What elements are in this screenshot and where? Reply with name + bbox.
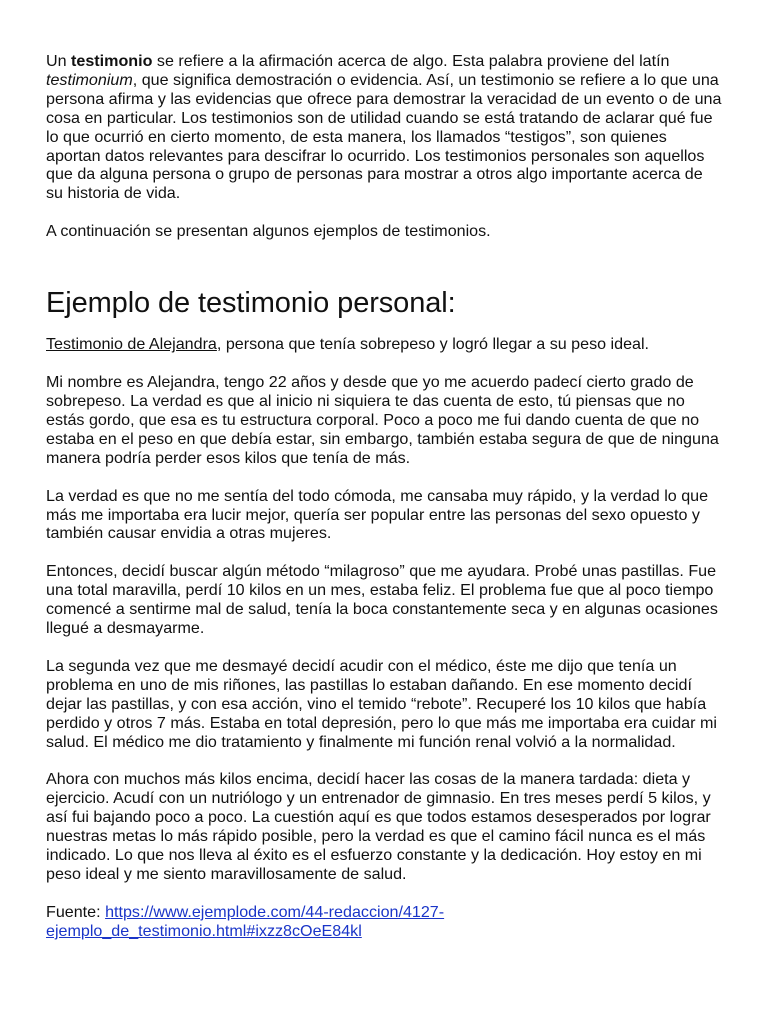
source-link[interactable] — [46, 903, 444, 940]
intro-paragraph-2: A continuación se presentan algunos ejemplos de testimonios. — [46, 222, 491, 241]
section-heading: Ejemplo de testimonio personal: — [46, 287, 456, 320]
intro-lead-text: Un — [46, 52, 72, 70]
source-line — [46, 903, 724, 941]
testimony-paragraph-5: Ahora con muchos más kilos encima, decidí hacer las cosas de la manera tardada: dieta y ejercicio. Acudí con un nutriólogo y un entrenador de gimnasio. En tres meses perdí 5 kilos, y así fui bajando poco a poco. La cuestión aquí es que todos estamos desesperados por lograr nuestras metas lo más rápido posible, pero la verdad es que el camino fácil nunca es el más indicado. Lo que nos lleva al éxito es el esfuerzo constante y la dedicación. Hoy estoy en mi peso ideal y me siento maravillosamente de salud. — [46, 770, 711, 883]
latin-term-italic: testimonium — [46, 70, 133, 89]
testimony-paragraph-1: Mi nombre es Alejandra, tengo 22 años y desde que yo me acuerdo padecí cierto grado de sobrepeso. La verdad es que al inicio ni siquiera te das cuenta de esto, tú piensas que no estás gordo, que esa es tu estructura corporal. Poco a poco me fui dando cuenta de que no estaba en el peso en que debía estar, sin embargo, también estaba segura de que de ninguna manera podría perder esos kilos que tenía de más. — [46, 373, 719, 467]
source-url-part-2: ejemplo_de_testimonio.html#ixzz8cOeE84kl — [46, 921, 362, 940]
intro-paragraph — [46, 52, 724, 203]
source-label: Fuente: — [46, 902, 106, 921]
testimony-paragraph-2: La verdad es que no me sentía del todo cómoda, me cansaba muy rápido, y la verdad lo que más me importaba era lucir mejor, quería ser popular entre las personas del sexo opuesto y también causar envidia a otras mujeres. — [46, 486, 709, 543]
intro-rest-text: , que significa demostración o evidencia. Así, un testimonio se refiere a lo que una persona afirma y las evidencias que ofrece para demostrar la veracidad de un evento o de una cosa en particular. Los testimonios son de utilidad cuando se está tratando de aclarar qué fue lo que ocurrió en cierto momento, de esta manera, los llamados “testigos”, son quienes aportan datos relevantes para descifrar lo ocurrido. Los testimonios personales son aquellos que da alguna persona o grupo de personas para mostrar a otros algo importante acerca de su historia de vida. — [46, 70, 722, 203]
term-bold: testimonio — [71, 52, 153, 70]
intro-mid-text: se refiere a la afirmación acerca de algo. Esta palabra proviene del latín — [152, 52, 670, 70]
source-url-part-1: https://www.ejemplode.com/44-redaccion/4127- — [105, 902, 445, 921]
testimony-paragraph-3: Entonces, decidí buscar algún método “milagroso” que me ayudara. Probé unas pastillas. Fue una total maravilla, perdí 10 kilos en un mes, estaba feliz. El problema fue que al poco tiempo comencé a sentirme mal de salud, tenía la boca constantemente seca y en algunas ocasiones llegué a desmayarme. — [46, 562, 718, 638]
testimony-subtitle — [46, 335, 724, 354]
testimony-paragraph-4: La segunda vez que me desmayé decidí acudir con el médico, éste me dijo que tenía un problema en uno de mis riñones, las pastillas lo estaban dañando. En ese momento decidí dejar las pastillas, y con esa acción, vino el temido “rebote”. Recuperé los 10 kilos que había perdido y otros 7 más. Estaba en total depresión, pero lo que más me importaba era cuidar mi salud. El médico me dio tratamiento y finalmente mi función renal volvió a la normalidad. — [46, 656, 717, 751]
testimony-title-underlined: Testimonio de Alejandra — [46, 335, 217, 354]
testimony-subtitle-rest: , persona que tenía sobrepeso y logró llegar a su peso ideal. — [216, 335, 650, 354]
